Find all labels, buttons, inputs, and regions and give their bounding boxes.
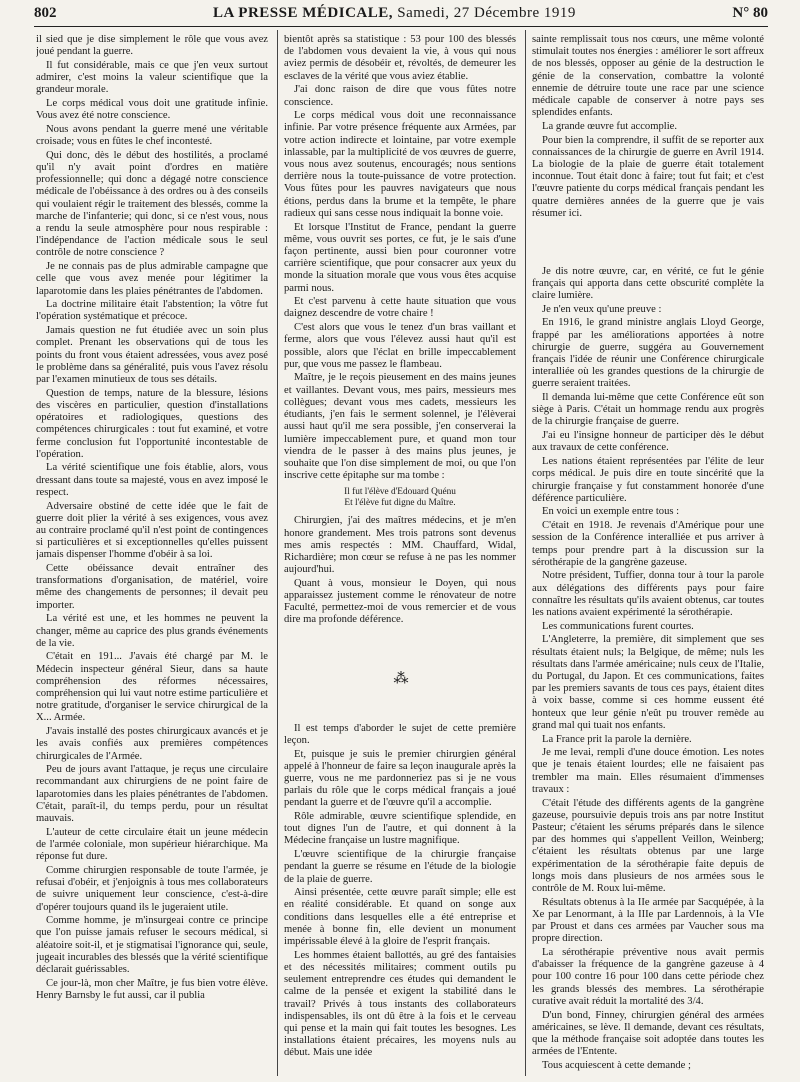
col2c-paragraphs	[284, 723, 516, 1060]
running-title	[213, 5, 576, 22]
paragraph: Et, puisque je suis le premier chirurgien général appelé à l'honneur de faire sa leçon inaugurale après la guerre, vous ne me pardonneriez pas si je ne vous parlais du rôle que le corps médical français a joué pendant la guerre et de l'œuvre qu'il a accomplie.	[284, 748, 516, 809]
paragraph: J'avais installé des postes chirurgicaux avancés et je les avais confiés aux premières compétences chirurgicales de l'Armée.	[36, 726, 268, 762]
paragraph: Maître, je le reçois pieusement en des mains jeunes et vaillantes. Devant vous, mes pairs, messieurs mes collègues; devant vous mes cadets, messieurs les étudiants, j'en fais le serment solennel, je l'élèverai aussi haut qu'il me sera possible, j'en conserverai la lumière impeccablement pure, et quand mon tour viendra de le passer à des mains plus jeunes, je souhaite que l'on dise simplement de moi, ou que l'on inscrive cette épitaphe sur ma tombe :	[284, 372, 516, 482]
paragraph: Nous avons pendant la guerre mené une véritable croisade; vous en fûtes le chef incontesté.	[36, 123, 268, 148]
paragraph: Quant à vous, monsieur le Doyen, qui nous apparaissez justement comme le rénovateur de notre Faculté, permettez-moi de vous remercier et de vous dire ma profonde déférence.	[284, 577, 516, 626]
paragraph: Ce jour-là, mon cher Maître, je fus bien votre élève. Henry Barnsby le fut aussi, car il publia	[36, 977, 268, 1001]
paragraph: il sied que je dise simplement le rôle que vous avez joué pendant la guerre.	[36, 34, 268, 58]
paragraph: Qui donc, dès le début des hostilités, a proclamé qu'il n'y avait point d'ordres en matière professionnelle; qui donc a dégagé notre conscience médicale de l'obéissance à des ordres ou à des conseils qui voulaient régir le traitement des blessés, comme la marche de l'infanterie; qui donc, si ce n'est vous, nous a rendu la seule atmosphère pour nous respirable : l'indépendance de l'action médicale sous le seul contrôle de notre conscience ?	[36, 149, 268, 259]
paragraph: Et lorsque l'Institut de France, pendant la guerre même, vous ouvrit ses portes, ce fut, je le sais d'une façon pertinente, aussi bien pour couronner votre carrière scientifique, que pour consacrer aux yeux du monde la situation morale que vous vous êtes acquise parmi nous.	[284, 221, 516, 294]
issue-date: Samedi, 27 Décembre 1919	[397, 4, 576, 21]
paragraph: La vérité scientifique une fois établie, alors, vous dressant dans toute sa majesté, vous en avez imposé le respect.	[36, 462, 268, 498]
paragraph: L'auteur de cette circulaire était un jeune médecin de l'armée coloniale, mon supérieur hiérarchique. Ma réponse fut dure.	[36, 826, 268, 863]
column-3	[532, 34, 764, 1076]
paragraph: Et c'est parvenu à cette haute situation que vous daignez descendre de votre chaire !	[284, 296, 516, 320]
paragraph: La France prit la parole la dernière.	[542, 733, 692, 745]
paragraph: Ainsi présentée, cette œuvre paraît simple; elle est en réalité considérable. Et quand on songe aux conditions dans lesquelles elle a été entreprise et menée à bonne fin, elle devient un monument impérissable élevé à la gloire de l'esprit français.	[284, 887, 516, 948]
column-2	[284, 34, 516, 1076]
paragraph: La grande œuvre fut accomplie.	[542, 120, 678, 132]
paragraph: Il est temps d'aborder le sujet de cette première leçon.	[284, 722, 516, 746]
paragraph: Les communications furent courtes.	[542, 620, 694, 632]
column-divider	[277, 30, 278, 1076]
paragraph: Cette obéissance devait entraîner des transformations d'organisation, de matériel, voire même des changements de personnes; il devait peu importer.	[36, 563, 268, 611]
paragraph: J'ai donc raison de dire que vous fûtes notre conscience.	[284, 84, 516, 108]
paragraph: C'est alors que vous le tenez d'un bras vaillant et ferme, alors que vous l'élevez aussi haut qu'il est possible, alors que l'éclat en brille impeccablement pur, que vous me passez le flambeau.	[284, 322, 516, 370]
paragraph: Comme homme, je m'insurgeai contre ce principe que l'on puisse jamais refuser le secours médical, si aléatoire soit-il, et je stigmatisai l'ignorance qui, seule, jugeait incurables des blessés que la vérité scientifique déclarait guérissables.	[36, 915, 268, 976]
paragraph: C'était en 1918. Je revenais d'Amérique pour une session de la Conférence interalliée et pus arriver à temps pour prendre part à la discussion sur la sérothérapie de la gangrène gazeuse.	[532, 520, 764, 568]
paragraph: Les nations étaient représentées par l'élite de leur corps médical. Je puis dire en toute sincérité que la chirurgie française y fut constamment honorée d'une déférence particulière.	[532, 456, 764, 504]
paragraph: La vérité est une, et les hommes ne peuvent la changer, même au caprice des plus grands événements de la vie.	[36, 613, 268, 649]
column-1	[36, 34, 268, 1076]
paragraph: Résultats obtenus à la IIe armée par Sacquépée, à la Xe par Lenormant, à la IIIe par Lardennois, à la VIe par Proust et dans ces armées par Vaucher sous ma propre direction.	[532, 896, 764, 945]
paragraph: J'ai eu l'insigne honneur de participer dès le début aux travaux de cette conférence.	[532, 430, 764, 454]
paragraph: Je me levai, rempli d'une douce émotion. Les notes que je tenais étaient lourdes; elle ne faisaient pas trembler ma main. Elles résumaient d'immenses travaux :	[532, 747, 764, 795]
paragraph: Notre président, Tuffier, donna tour à tour la parole aux délégations des différents pays pour faire connaître les résultats qu'ils avaient obtenus, car toutes les nations avaient expérimenté la sérothérapie.	[532, 570, 764, 619]
journal-name: LA PRESSE MÉDICALE,	[213, 4, 393, 21]
col3b-paragraphs	[532, 266, 764, 1073]
paragraph: Tous acquiescent à cette demande ;	[542, 1059, 691, 1071]
paragraph: Il demanda lui-même que cette Conférence eût son siège à Paris. C'était un hommage rendu aux progrès de la chirurgie française de guerre.	[532, 392, 764, 428]
paragraph: Jamais question ne fut étudiée avec un soin plus complet. Prenant les observations qui de tous les points du front vous étaient adressées, vous avez posé le problème dans sa généralité, puis vous l'avez résolu par l'examen minutieux de tous ses détails.	[36, 325, 268, 385]
paragraph: D'un bond, Finney, chirurgien général des armées américaines, se lève. Il demande, devant ces résultats, que la méthode française soit adoptée dans toutes les armées de l'Entente.	[532, 1009, 764, 1058]
paragraph: Les hommes étaient ballottés, au gré des fantaisies et des nécessités militaires; comment outils pu seulement entreprendre ces études qui demandent le calme de la pensée et exigent la stabilité dans le travail? Privés à tous instants des collaborateurs indispensables, ils ont dû être à la fois et le cerveau qui pense et la main qui fait toutes les besognes. Les installations étaient précaires, les moyens nuls au début. Mais une idée	[284, 949, 516, 1059]
paragraph: La sérothérapie préventive nous avait permis d'abaisser la fréquence de la gangrène gazeuse à 4 pour 100 contre 16 pour 100 dans cette période chez les grands blessés des membres. La sérothérapie curative avait réduit la mortalité des 3/4.	[532, 947, 764, 1007]
col1-paragraphs	[36, 34, 268, 1002]
epitaph-line: Et l'élève fut digne du Maître.	[344, 498, 456, 509]
paragraph: Pour bien la comprendre, il suffit de se reporter aux connaissances de la chirurgie de guerre en Avril 1914. La biologie de la plaie de guerre était totalement inconnue. Tout était donc à faire; tout fut fait; et c'est l'œuvre patiente du corps médical français pendant les quatre dernières années de la guerre que je vais résumer ici.	[532, 134, 764, 219]
issue-number: N° 80	[732, 4, 768, 21]
paragraph: Je n'en veux qu'une preuve :	[542, 303, 662, 315]
paragraph: Chirurgien, j'ai des maîtres médecins, et je m'en honore grandement. Mes trois patrons sont devenus mes amis respectés : MM. Chauffard, Widal, Richardière; mon cœur se refuse à ne pas les nommer aujourd'hui.	[284, 515, 516, 576]
paragraph: Rôle admirable, œuvre scientifique splendide, en tout dignes l'un de l'autre, et qui donnent à la Médecine française un lustre magnifique.	[284, 811, 516, 847]
page-number: 802	[34, 4, 57, 21]
section-gap	[532, 222, 764, 266]
epitaph-line: Il fut l'élève d'Edouard Quénu	[344, 487, 456, 498]
paragraph: Peu de jours avant l'attaque, je reçus une circulaire recommandant aux chirurgiens de ne point faire de laparotomies dans les plaies pénétrantes de l'abdomen. C'était, paraît-il, du temps perdu, pour un résultat mauvais.	[36, 764, 268, 825]
col2a-paragraphs	[284, 34, 516, 482]
section-separator: ⁂	[393, 670, 407, 687]
paragraph: C'était l'étude des différents agents de la gangrène gazeuse, poursuivie depuis trois ans par notre Institut Pasteur; c'étaient les sérums préparés dans le silence par des hommes qui s'appellent Veillon, Weinberg; c'étaient les résultats obtenus par une large expérimentation de la sérothérapie faite depuis de longs mois dans plusieurs de nos armées sous le contrôle de M. Roux lui-même.	[532, 797, 764, 894]
paragraph: Je ne connais pas de plus admirable campagne que celle que vous avez menée pour légitimer la laparotomie dans les plaies pénétrantes de l'abdomen.	[36, 261, 268, 297]
epitaph	[284, 487, 516, 509]
paragraph: Comme chirurgien responsable de toute l'armée, je refusai d'obéir, et j'enjoignis à tous mes collaborateurs de suivre uniquement leur conscience, c'est-à-dire d'opérer toujours quand ils le jugeraient utile.	[36, 864, 268, 913]
paragraph: Le corps médical vous doit une reconnaissance infinie. Par votre présence fréquente aux Armées, par votre action indirecte et lointaine, par votre exemple inlassable, par la multiplicité de vos œuvres de guerre, vous nous avez soutenus, encouragés; nous sentions derrière nous la toute-puissance de votre protection. Vous fûtes pour les pauvres navigateurs que nous étions, perdus dans la brume et la tempête, le phare radieux qui sans cesse nous indiquait la bonne voie.	[284, 110, 516, 219]
col3a-paragraphs	[532, 34, 764, 220]
paragraph: La doctrine militaire était l'abstention; la vôtre fut l'opération systématique et précoce.	[36, 299, 268, 323]
page-header	[34, 0, 768, 26]
paragraph: L'Angleterre, la première, dit simplement que ses résultats étaient nuls; la Belgique, de même; nuls les résultats dans l'armée américaine; nuls ceux de l'Italie, du Portugal, du Japon. Et ces communications, faites par les premiers savants de tous ces pays, étaient dites à voix basse, comme si ces homme eussent été honteux que leur génie n'eût pu trouver remède au grand mal qui tuait nos enfants.	[532, 634, 764, 731]
paragraph: Adversaire obstiné de cette idée que le fait de guerre doit plier la vérité à ses exigences, vous avez au contraire proclamé qu'il n'est point de contingences si particulières et si exceptionnelles qu'elles puissent jamais dispenser l'homme d'obéir à sa loi.	[36, 500, 268, 561]
col2b-paragraphs	[284, 515, 516, 626]
paragraph: Je dis notre œuvre, car, en vérité, ce fut le génie français qui apporta dans cette obscurité complète la claire lumière.	[532, 265, 764, 301]
paragraph: sainte remplissait tous nos cœurs, une même volonté stimulait toutes nos énergies : améliorer le sort affreux de nos blessés, opposer au génie de la destruction le génie de la conservation, combattre la volonté ennemie de détruire toute une race par une science médicale capable de conserver à notre pays ses splendides enfants.	[532, 34, 764, 119]
paragraph: En 1916, le grand ministre anglais Lloyd George, frappé par les améliorations apportées à notre chirurgie de guerre, suggéra au Gouvernement français l'idée de réunir une Conférence chirurgicale interalliée où les grandes questions de la chirurgie de guerre seraient traitées.	[532, 317, 764, 390]
paragraph: bientôt après sa statistique : 53 pour 100 des blessés de l'abdomen vous devaient la vie, à vous qui nous aviez permis de désobéir et, révoltés, de demeurer les esclaves de la vérité que vous aviez établie.	[284, 34, 516, 82]
paragraph: Question de temps, nature de la blessure, lésions des viscères en particulier, question d'installations opératoires et radiologiques, questions des compétences chirurgicales : tout fut examiné, et votre ferme conclusion fut l'opportunité incontestable de l'opération.	[36, 387, 268, 460]
column-divider	[525, 30, 526, 1076]
paragraph: Le corps médical vous doit une gratitude infinie. Vous avez été notre conscience.	[36, 98, 268, 122]
header-rule	[34, 26, 768, 27]
paragraph: L'œuvre scientifique de la chirurgie française pendant la guerre se résume en l'étude de la biologie de la plaie de guerre.	[284, 849, 516, 885]
paragraph: Il fut considérable, mais ce que j'en veux surtout admirer, c'est moins la valeur scientifique que la grandeur morale.	[36, 59, 268, 96]
paragraph: En voici un exemple entre tous :	[542, 506, 680, 518]
paragraph: C'était en 191... J'avais été chargé par M. le Médecin inspecteur général Sieur, dans sa haute compréhension des réformes nécessaires, compréhension qui lui vaut notre estime particulière et notre gratitude, d'organiser le service chirurgical de la X... Armée.	[36, 651, 268, 724]
